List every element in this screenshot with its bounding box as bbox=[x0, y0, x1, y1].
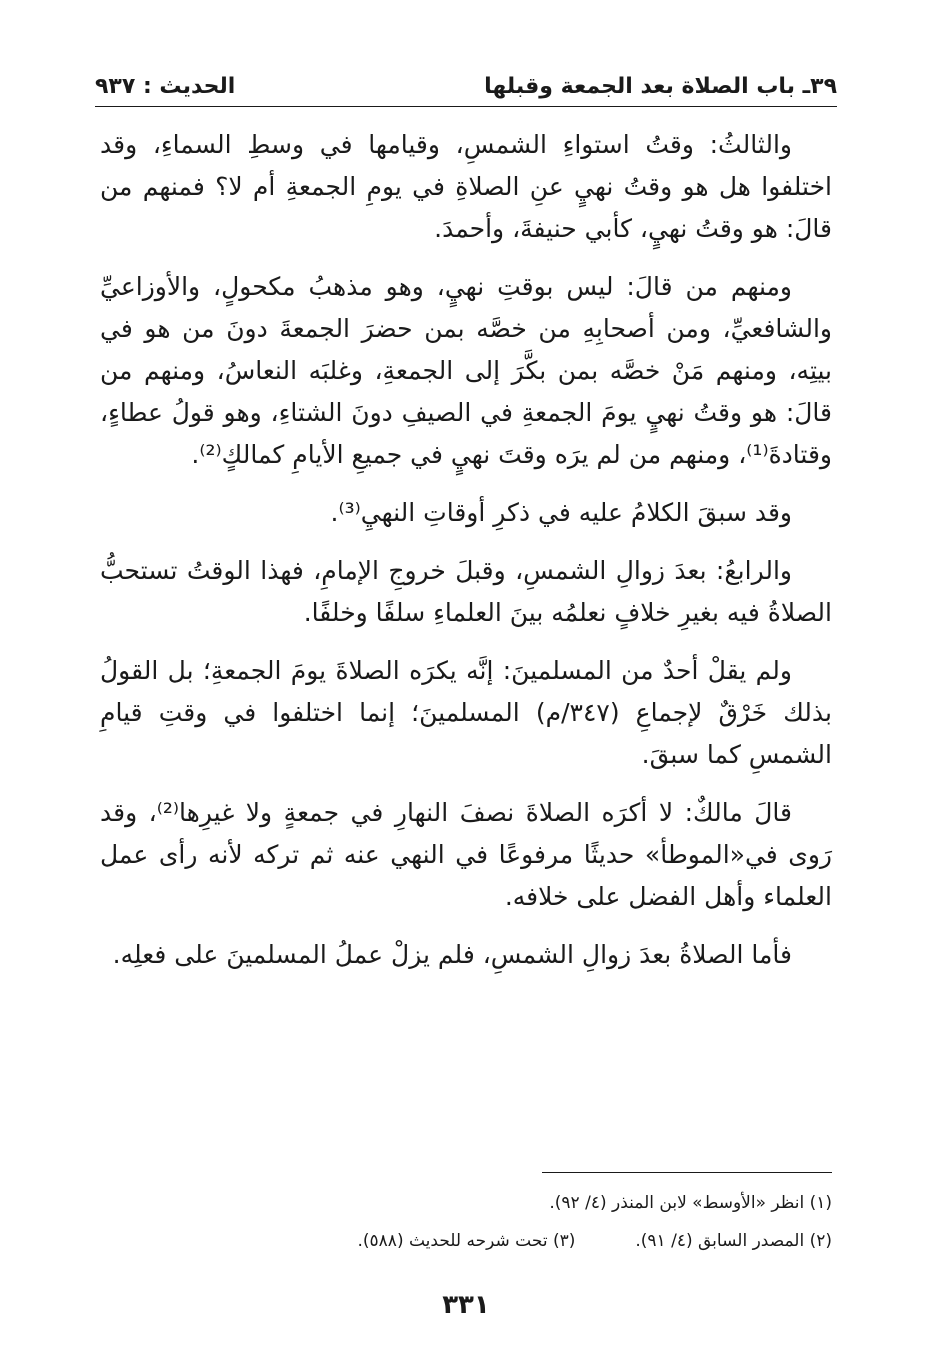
footnote-2: (٢) المصدر السابق (٤/ ٩١). bbox=[635, 1231, 832, 1251]
footnote-row bbox=[100, 1222, 832, 1260]
paragraph: قالَ مالكٌ: لا أكرَه الصلاةَ نصفَ النهارِ في جمعةٍ ولا غيرِها⁽²⁾، وقد رَوى في«الموطأ» حديثًا مرفوعًا في النهي عنه ثم تركه لأنه رأى عمل العلماء وأهل الفضل على خلافه. bbox=[100, 798, 832, 911]
paragraph: والثالثُ: وقتُ استواءِ الشمسِ، وقيامها في وسطِ السماءِ، وقد اختلفوا هل هو وقتُ نهيٍ عنِ الصلاةِ في يومِ الجمعةِ أم لا؟ فمنهم من قالَ: هو وقتُ نهيٍ، كأبي حنيفةَ، وأحمدَ. bbox=[100, 130, 832, 243]
footnotes bbox=[100, 1184, 832, 1260]
paragraph: وقد سبقَ الكلامُ عليه في ذكرِ أوقاتِ النهيِ⁽³⁾. bbox=[330, 498, 792, 527]
paragraph: ومنهم من قالَ: ليس بوقتِ نهيٍ، وهو مذهبُ مكحولٍ، والأوزاعيِّ والشافعيِّ، ومن أصحابِهِ من خصَّه بمن حضرَ الجمعةَ دونَ من هو في بيتِه، ومنهم مَنْ خصَّه بمن بكَّرَ إلى الجمعةِ، وغلبَه النعاسُ، ومنهم من قالَ: هو وقتُ نهيٍ يومَ الجمعةِ في الصيفِ دونَ الشتاءِ، وهو قولُ عطاءٍ، وقتادةَ⁽¹⁾، ومنهم من لم يرَه وقتَ نهيٍ في جميعِ الأيامِ كمالكٍ⁽²⁾. bbox=[100, 272, 832, 469]
footnote-3: (٣) تحت شرحه للحديث (٥٨٨). bbox=[357, 1231, 576, 1251]
chapter-title: ٣٩ـ باب الصلاة بعد الجمعة وقبلها bbox=[484, 73, 837, 99]
paragraph: ولم يقلْ أحدٌ من المسلمينَ: إنَّه يكرَه الصلاةَ يومَ الجمعةِ؛ بل القولُ بذلك خَرْقٌ لإجماعِ (٣٤٧/م) المسلمينَ؛ إنما اختلفوا في وقتِ قيامِ الشمسِ كما سبقَ. bbox=[100, 656, 832, 769]
paragraph: والرابعُ: بعدَ زوالِ الشمسِ، وقبلَ خروجِ الإمامِ، فهذا الوقتُ تستحبُّ الصلاةُ فيه بغيرِ خلافٍ نعلمُه بينَ العلماءِ سلفًا وخلفًا. bbox=[100, 556, 832, 627]
paragraph: فأما الصلاةُ بعدَ زوالِ الشمسِ، فلم يزلْ عملُ المسلمينَ على فعلِه. bbox=[112, 940, 792, 969]
header-divider bbox=[95, 106, 837, 107]
page-number: ٣٣١ bbox=[442, 1290, 490, 1320]
hadith-reference: الحديث : ٩٣٧ bbox=[95, 73, 236, 99]
footnote-1: (١) انظر «الأوسط» لابن المنذر (٤/ ٩٢). bbox=[549, 1193, 832, 1213]
running-header bbox=[95, 66, 837, 106]
footnote-divider bbox=[542, 1172, 832, 1173]
main-text bbox=[100, 124, 832, 992]
